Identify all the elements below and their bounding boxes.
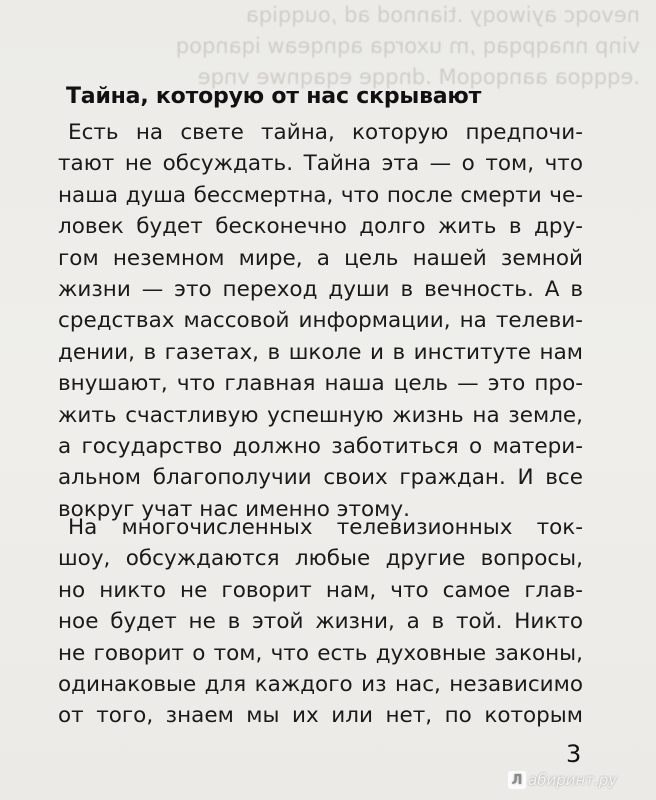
text-line: но никто не говорит нам, что самое глав- (58, 577, 583, 603)
watermark (508, 769, 617, 791)
paragraph-1 (58, 117, 583, 525)
text-line: гом неземном мире, а цель нашей земной (58, 245, 583, 271)
text-line: шоу, обсуждаются любые другие вопросы, (58, 546, 583, 572)
paragraph-2 (58, 512, 583, 732)
text-line: На многочисленных телевизионных ток- (68, 515, 583, 540)
text-line: жизни — это переход души в вечность. А в (58, 277, 583, 303)
text-line: Есть на свете тайна, которую предпочи- (68, 120, 583, 145)
text-line: жить счастливую успешную жизнь на земле, (58, 402, 583, 428)
text-line: альном благополучии своих граждан. И все (58, 465, 583, 491)
bleed-through-text: nevoqc ayiwoqy .tiannod ad ,ouqqiqa vinp nnaqpqaq ,m uxorqa aqnqeaw iqanqoq .eqqqoa aanqoqoM .dnqqe eqaqnwe vnqe (175, 3, 640, 89)
text-line: тают не обсуждать. Тайна эта — о том, что (58, 151, 583, 177)
text-line: одинаковые для каждого из нас, независимо (58, 672, 583, 698)
section-heading: Тайна, которую от нас скрывают (66, 84, 482, 109)
text-line: ловек будет бесконечно долго жить в дру- (58, 214, 583, 240)
text-line: а государство должно заботиться о матери- (58, 434, 583, 460)
text-line: от того, знаем мы их или нет, по которым (58, 703, 583, 729)
text-line: средствах массовой информации, на телеви- (58, 308, 583, 334)
text-line: внушают, что главная наша цель — это про- (58, 371, 583, 397)
text-line: наша душа бессмертна, что после смерти че- (58, 182, 583, 208)
text-line: дении, в газетах, в школе и в институте нам (58, 339, 583, 365)
watermark-text: абиринт.ру (528, 771, 618, 789)
page-number: 3 (566, 740, 582, 768)
labirint-logo-icon: Л (508, 771, 526, 789)
text-line: вокруг учат нас именно этому. (58, 496, 410, 522)
text-line: не говорит о том, что есть духовные законы, (58, 640, 583, 666)
text-line: ное будет не в этой жизни, а в той. Никто (58, 609, 583, 635)
